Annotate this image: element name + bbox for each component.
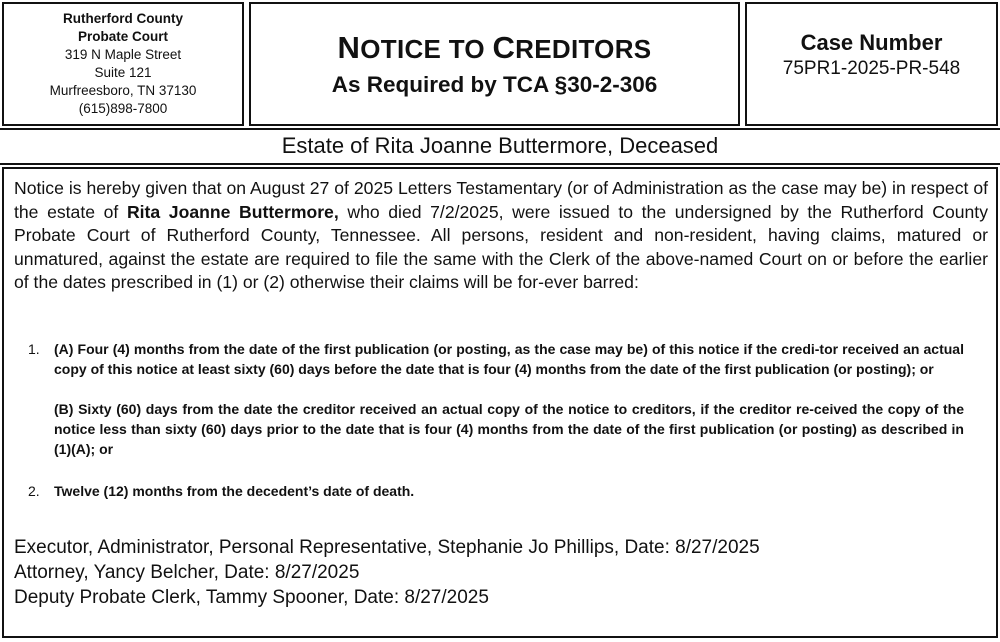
signature-clerk: Deputy Probate Clerk, Tammy Spooner, Date: 8/27/2025 xyxy=(14,587,489,608)
notice-subtitle: As Required by TCA §30-2-306 xyxy=(331,72,658,97)
court-phone: (615)898-7800 xyxy=(78,101,168,116)
claims-deadline-list xyxy=(28,339,964,501)
court-city: Murfreesboro, TN 37130 xyxy=(49,83,197,98)
notice-paragraph: Notice is hereby given that on August 27 of 2025 Letters Testamentary (or of Administration as the case may be) in respect of the estate of Rita Joanne Buttermore, who died 7/2/2025, were issued to the undersigned by the Rutherford County Probate Court of Rutherford County, Tennessee. All persons, resident and non-resident, having claims, matured or unmatured, against the estate are required to file the same with the Clerk of the above-named Court on or before the earlier of the dates prescribed in (1) or (2) otherwise their claims will be for-ever barred: xyxy=(14,178,988,292)
court-suite: Suite 121 xyxy=(94,65,152,80)
court-name-line1: Rutherford County xyxy=(63,11,183,26)
list-item: 1. (A) Four (4) months from the date of the first publication (or posting, as the case may be) of this notice if the credi-tor received an actual copy of this notice at least sixty (60) days before the date that is four (4) months from the date of the first publication (or posting); or xyxy=(28,341,964,377)
case-number-box xyxy=(745,2,998,126)
list-item: 2. Twelve (12) months from the decedent’s date of death. xyxy=(28,483,415,499)
signature-executor: Executor, Administrator, Personal Representative, Stephanie Jo Phillips, Date: 8/27/2025 xyxy=(14,537,760,558)
divider-bottom xyxy=(0,163,1000,165)
case-number-label: Case Number xyxy=(800,30,943,55)
court-info-box xyxy=(2,2,244,126)
list-item-subclause: (B) Sixty (60) days from the date the creditor received an actual copy of the notice to creditors, if the creditor re-ceived the copy of the notice less than sixty (60) days prior to the date that is four (4) months from the date of the first publication (or posting) as described in (1)(A); or xyxy=(54,401,964,457)
court-street: 319 N Maple Street xyxy=(64,47,182,62)
decedent-name: Rita Joanne Buttermore, xyxy=(126,201,339,222)
title-box xyxy=(249,2,740,126)
case-number-value: 75PR1-2025-PR-548 xyxy=(782,58,961,79)
estate-heading: Estate of Rita Joanne Buttermore, Deceased xyxy=(281,133,719,158)
notice-title: NOTICE TO CREDITORS xyxy=(337,30,652,65)
court-name-line2: Probate Court xyxy=(77,29,168,44)
signature-attorney: Attorney, Yancy Belcher, Date: 8/27/2025 xyxy=(14,562,360,583)
notice-body-box xyxy=(2,167,998,638)
